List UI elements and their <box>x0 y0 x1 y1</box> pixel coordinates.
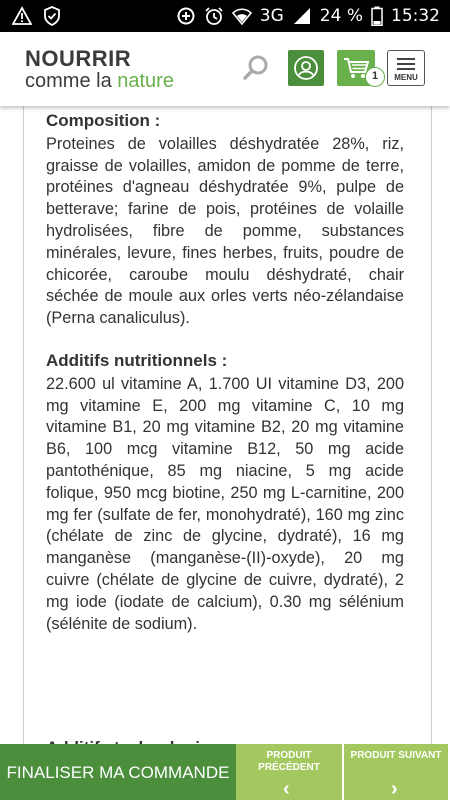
bottom-action-bar <box>0 744 450 800</box>
menu-button[interactable] <box>387 50 425 86</box>
menu-label: MENU <box>394 73 418 82</box>
site-logo[interactable] <box>25 48 174 92</box>
site-header <box>0 32 450 106</box>
chevron-right-icon: › <box>391 778 398 800</box>
search-icon <box>242 54 270 82</box>
composition-text: Proteines de volailles déshydratée 28%, riz, graisse de volailles, amidon de pomme de terre, protéines d'agneau déshydratée 9%, pulpe de betterave; farine de pois, protéines de volaille hydrolisées, fibre de pomme, substances minérales, levure, fines herbes, fruits, poudre de chicorée, caroube moulu déshydraté, chair séchée de moule aux orles verts néo-zélandaise (Perna canaliculus). <box>46 134 404 328</box>
logo-line1: NOURRIR <box>25 46 132 71</box>
additives-text: 22.600 ul vitamine A, 1.700 UI vitamine D3, 200 mg vitamine E, 200 mg vitamine C, 10 mg vitamine B1, 20 mg vitamine B2, 20 mg vitamine B6, 100 mcg vitamine B12, 50 mg acide pantothénique, 85 mg niacine, 5 mg acide folique, 950 mcg biotine, 250 mg L-carnitine, 200 mg fer (sulfate de fer, monohydraté), 160 mg zinc (chélate de zinc de glycine, dydraté), 16 mg manganèse (manganèse-(II)-oxyde), 20 mg cuivre (chélate de glycine de cuivre, dydraté), 2 mg iode (iodate de calcium), 0.30 mg sélénium (sélénite de sodium). <box>46 374 404 633</box>
additives-section <box>46 350 404 635</box>
checkout-button[interactable]: FINALISER MA COMMANDE <box>0 744 236 800</box>
logo-line2 <box>25 70 174 92</box>
hamburger-icon <box>397 58 415 73</box>
additives-title: Additifs nutritionnels : <box>46 350 228 370</box>
composition-title: Composition : <box>46 111 161 130</box>
logo-line2-a: comme la <box>25 70 118 92</box>
network-type: 3G <box>259 6 284 26</box>
data-saver-icon <box>176 6 196 26</box>
alarm-icon <box>204 6 224 26</box>
status-right <box>176 6 440 26</box>
search-button[interactable] <box>242 54 270 82</box>
account-button[interactable] <box>288 50 324 86</box>
previous-product-label: PRODUIT PRÉCÉDENT <box>258 750 320 773</box>
composition-section <box>46 110 404 330</box>
cart-count-badge: 1 <box>365 67 385 87</box>
next-product-label: PRODUIT SUIVANT <box>350 750 442 761</box>
account-icon <box>293 55 319 81</box>
status-left <box>12 6 62 26</box>
logo-line2-b: nature <box>117 70 174 92</box>
battery-level: 24 % <box>319 6 363 26</box>
product-description <box>46 110 404 655</box>
next-product-button[interactable] <box>342 744 448 800</box>
clock: 15:32 <box>391 6 440 26</box>
warning-icon <box>12 6 32 26</box>
signal-icon <box>292 6 312 26</box>
battery-icon <box>371 6 383 26</box>
shield-icon <box>42 6 62 26</box>
wifi-icon <box>232 6 252 26</box>
status-bar <box>0 0 450 32</box>
chevron-left-icon: ‹ <box>283 778 290 800</box>
previous-product-button[interactable] <box>236 744 342 800</box>
